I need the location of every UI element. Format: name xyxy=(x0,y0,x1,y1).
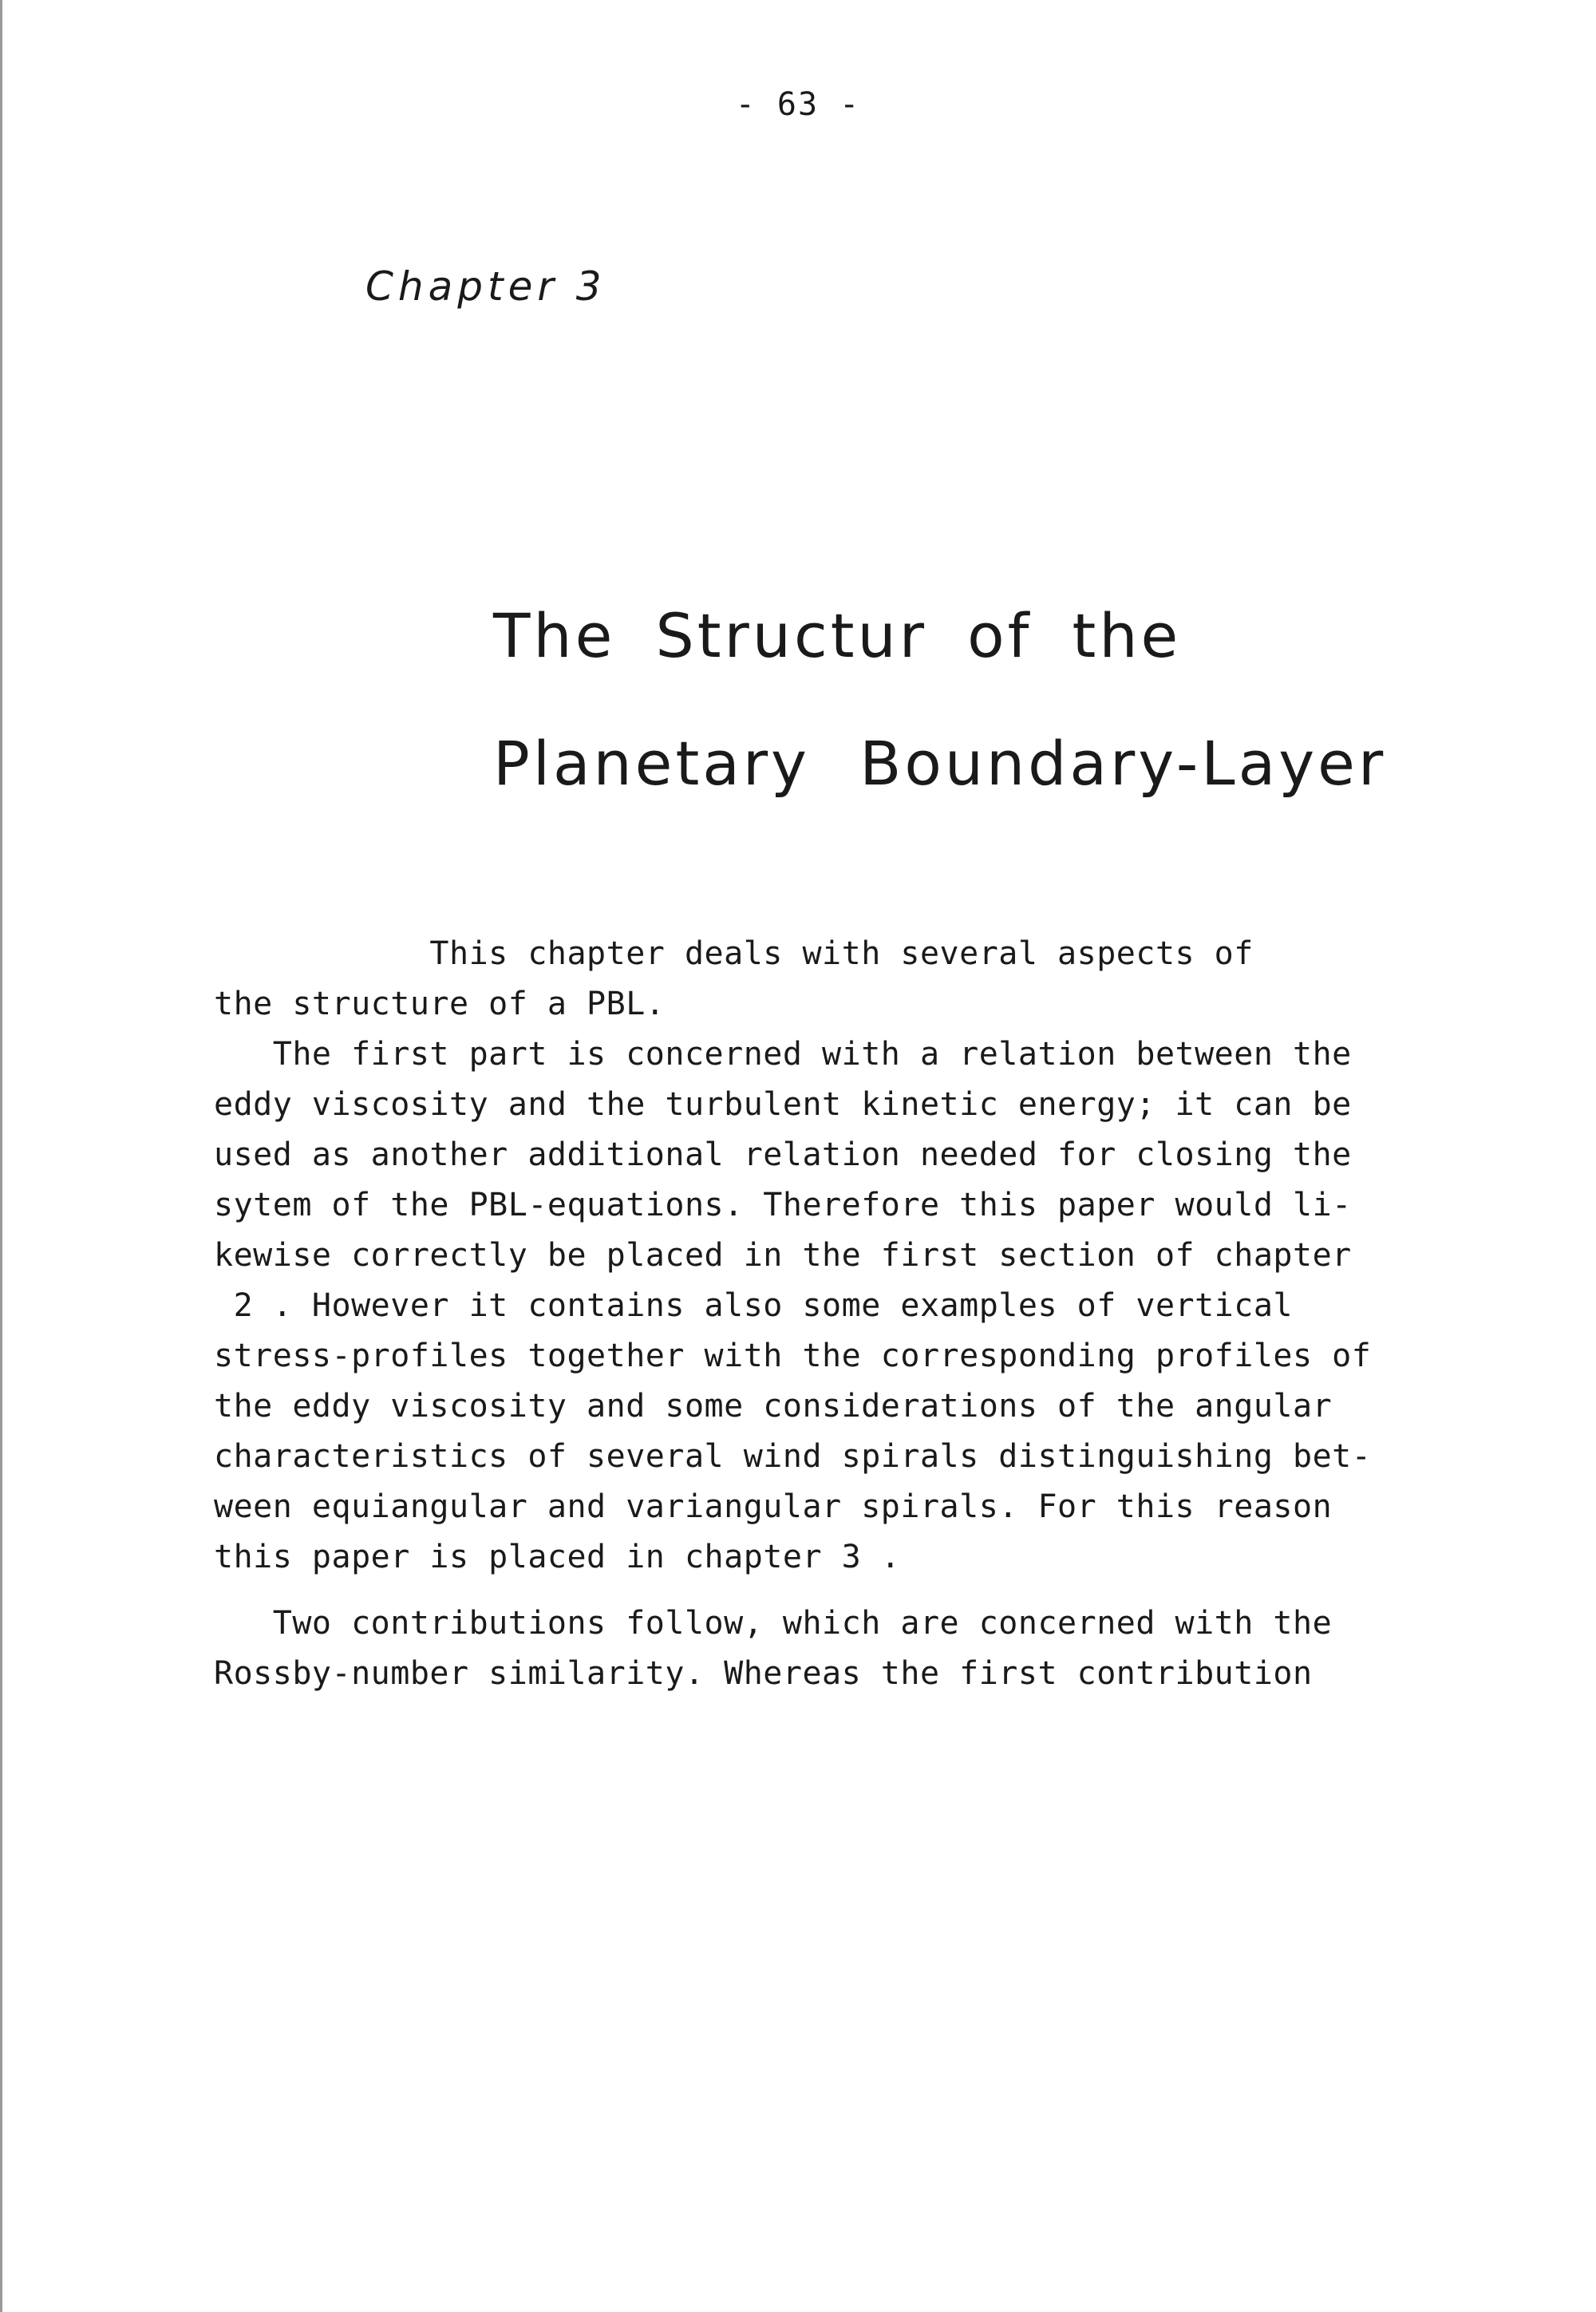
body-line: the structure of a PBL. xyxy=(214,986,666,1022)
chapter-title-line-1: The Structur of the xyxy=(493,600,1182,671)
body-line: The first part is concerned with a relation between the xyxy=(214,1036,1352,1073)
body-line: stress-profiles together with the corresponding profiles of xyxy=(214,1338,1372,1374)
body-line: This chapter deals with several aspects of xyxy=(214,935,1254,972)
page-edge xyxy=(0,0,2,2312)
body-line: characteristics of several wind spirals distinguishing bet- xyxy=(214,1438,1372,1475)
body-line: Rossby-number similarity. Whereas the first contribution xyxy=(214,1655,1313,1692)
body-line: Two contributions follow, which are concerned with the xyxy=(214,1605,1333,1642)
chapter-label: Chapter 3 xyxy=(365,263,606,310)
page-number: - 63 - xyxy=(735,86,861,123)
body-line: this paper is placed in chapter 3 . xyxy=(214,1539,901,1575)
chapter-title-line-2: Planetary Boundary-Layer xyxy=(493,728,1387,799)
body-line: kewise correctly be placed in the first section of chapter xyxy=(214,1237,1352,1274)
body-line: 2 . However it contains also some examples of vertical xyxy=(214,1287,1294,1324)
body-line: ween equiangular and variangular spirals. For this reason xyxy=(214,1488,1333,1525)
body-line: sytem of the PBL-equations. Therefore this paper would li- xyxy=(214,1187,1352,1223)
body-line: eddy viscosity and the turbulent kinetic energy; it can be xyxy=(214,1086,1352,1123)
body-line: used as another additional relation needed for closing the xyxy=(214,1136,1352,1173)
body-line: the eddy viscosity and some considerations of the angular xyxy=(214,1388,1333,1425)
